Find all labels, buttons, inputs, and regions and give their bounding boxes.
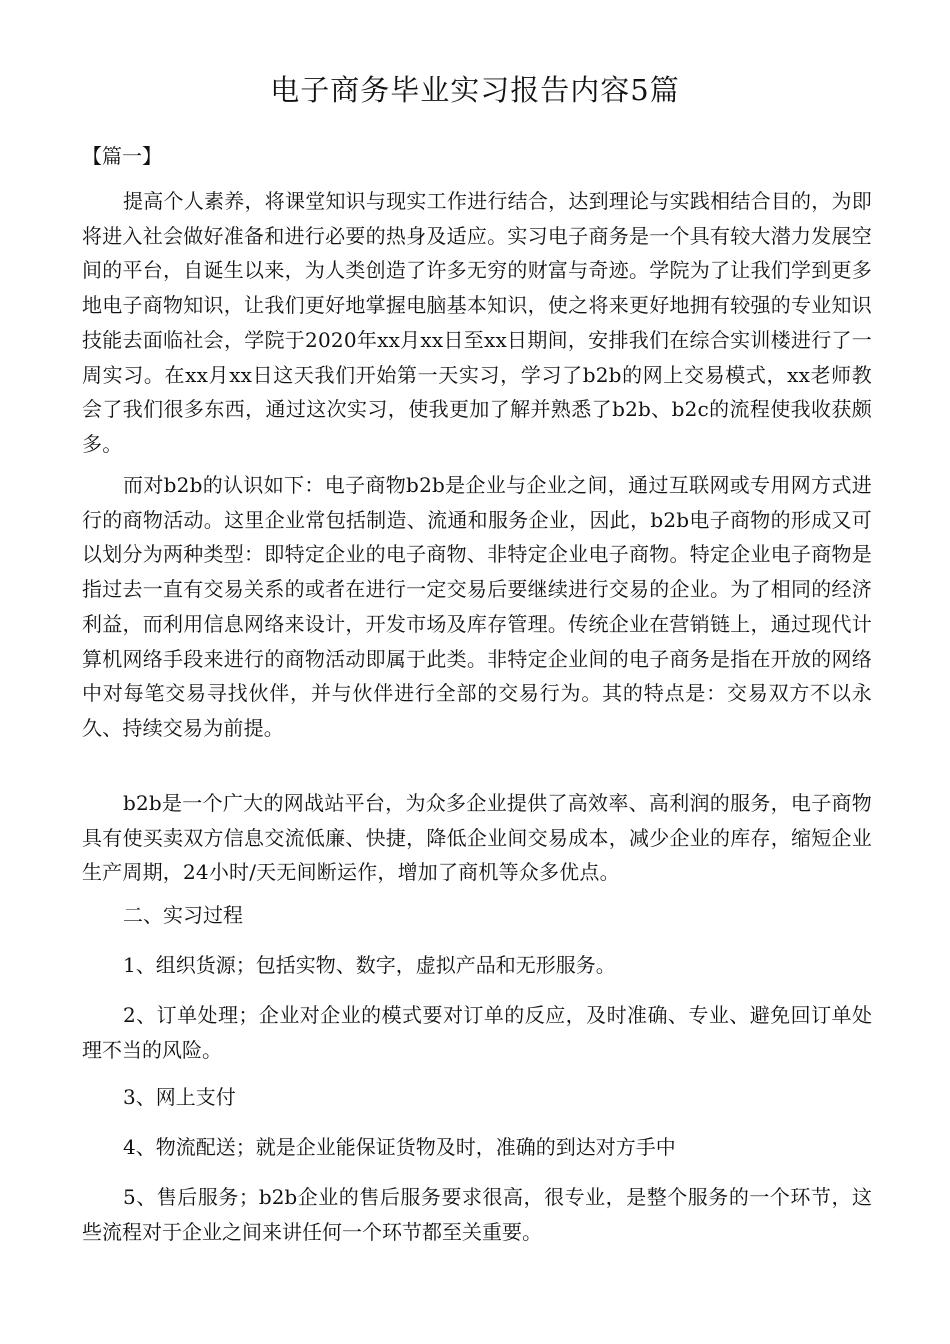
process-item-3: 3、网上支付 (123, 1085, 236, 1109)
section-label: 【篇一】 (82, 144, 162, 168)
process-item-5: 5、售后服务；b2b企业的售后服务要求很高，很专业，是整个服务的一个环节，这些流程对于企业之间来讲任何一个环节都至关重要。 (82, 1185, 872, 1244)
process-item-4: 4、物流配送；就是企业能保证货物及时，准确的到达对方手中 (123, 1135, 676, 1159)
body-paragraph-2: 而对b2b的认识如下：电子商物b2b是企业与企业之间，通过互联网或专用网方式进行的商物活动。这里企业常包括制造、流通和服务企业，因此，b2b电子商物的形成又可以划分为两种类型：即特定企业的电子商物、非特定企业电子商物。特定企业电子商物是指过去一直有交易关系的或者在进行一定交易后要继续进行交易的企业。为了相同的经济利益，而利用信息网络来设计，开发市场及库存管理。传统企业在营销链上，通过现代计算机网络手段来进行的商物活动即属于此类。非特定企业间的电子商务是指在开放的网络中对每笔交易寻找伙伴，并与伙伴进行全部的交易行为。其的特点是：交易双方不以永久、持续交易为前提。 (82, 473, 872, 740)
body-paragraph-3: b2b是一个广大的网战站平台，为众多企业提供了高效率、高利润的服务，电子商物具有使买卖双方信息交流低廉、快捷，降低企业间交易成本，减少企业的库存，缩短企业生产周期，24小时/天无间断运作，增加了商机等众多优点。 (82, 791, 872, 885)
process-heading: 二、实习过程 (123, 903, 243, 927)
process-item-2: 2、订单处理；企业对企业的模式要对订单的反应，及时准确、专业、避免回订单处理不当的风险。 (82, 1003, 872, 1062)
document-title: 电子商务毕业实习报告内容5篇 (270, 73, 680, 107)
process-item-1: 1、组织货源；包括实物、数字，虚拟产品和无形服务。 (123, 953, 616, 977)
body-paragraph-1: 提高个人素养，将课堂知识与现实工作进行结合，达到理论与实践相结合目的，为即将进入社会做好准备和进行必要的热身及适应。实习电子商务是一个具有较大潜力发展空间的平台，自诞生以来，为人类创造了许多无穷的财富与奇迹。学院为了让我们学到更多地电子商物知识，让我们更好地掌握电脑基本知识，使之将来更好地拥有较强的专业知识技能去面临社会，学院于2020年xx月xx日至xx日期间，安排我们在综合实训楼进行了一周实习。在xx月xx日这天我们开始第一天实习，学习了b2b的网上交易模式，xx老师教会了我们很多东西，通过这次实习，使我更加了解并熟悉了b2b、b2c的流程使我收获颇多。 (82, 189, 872, 456)
